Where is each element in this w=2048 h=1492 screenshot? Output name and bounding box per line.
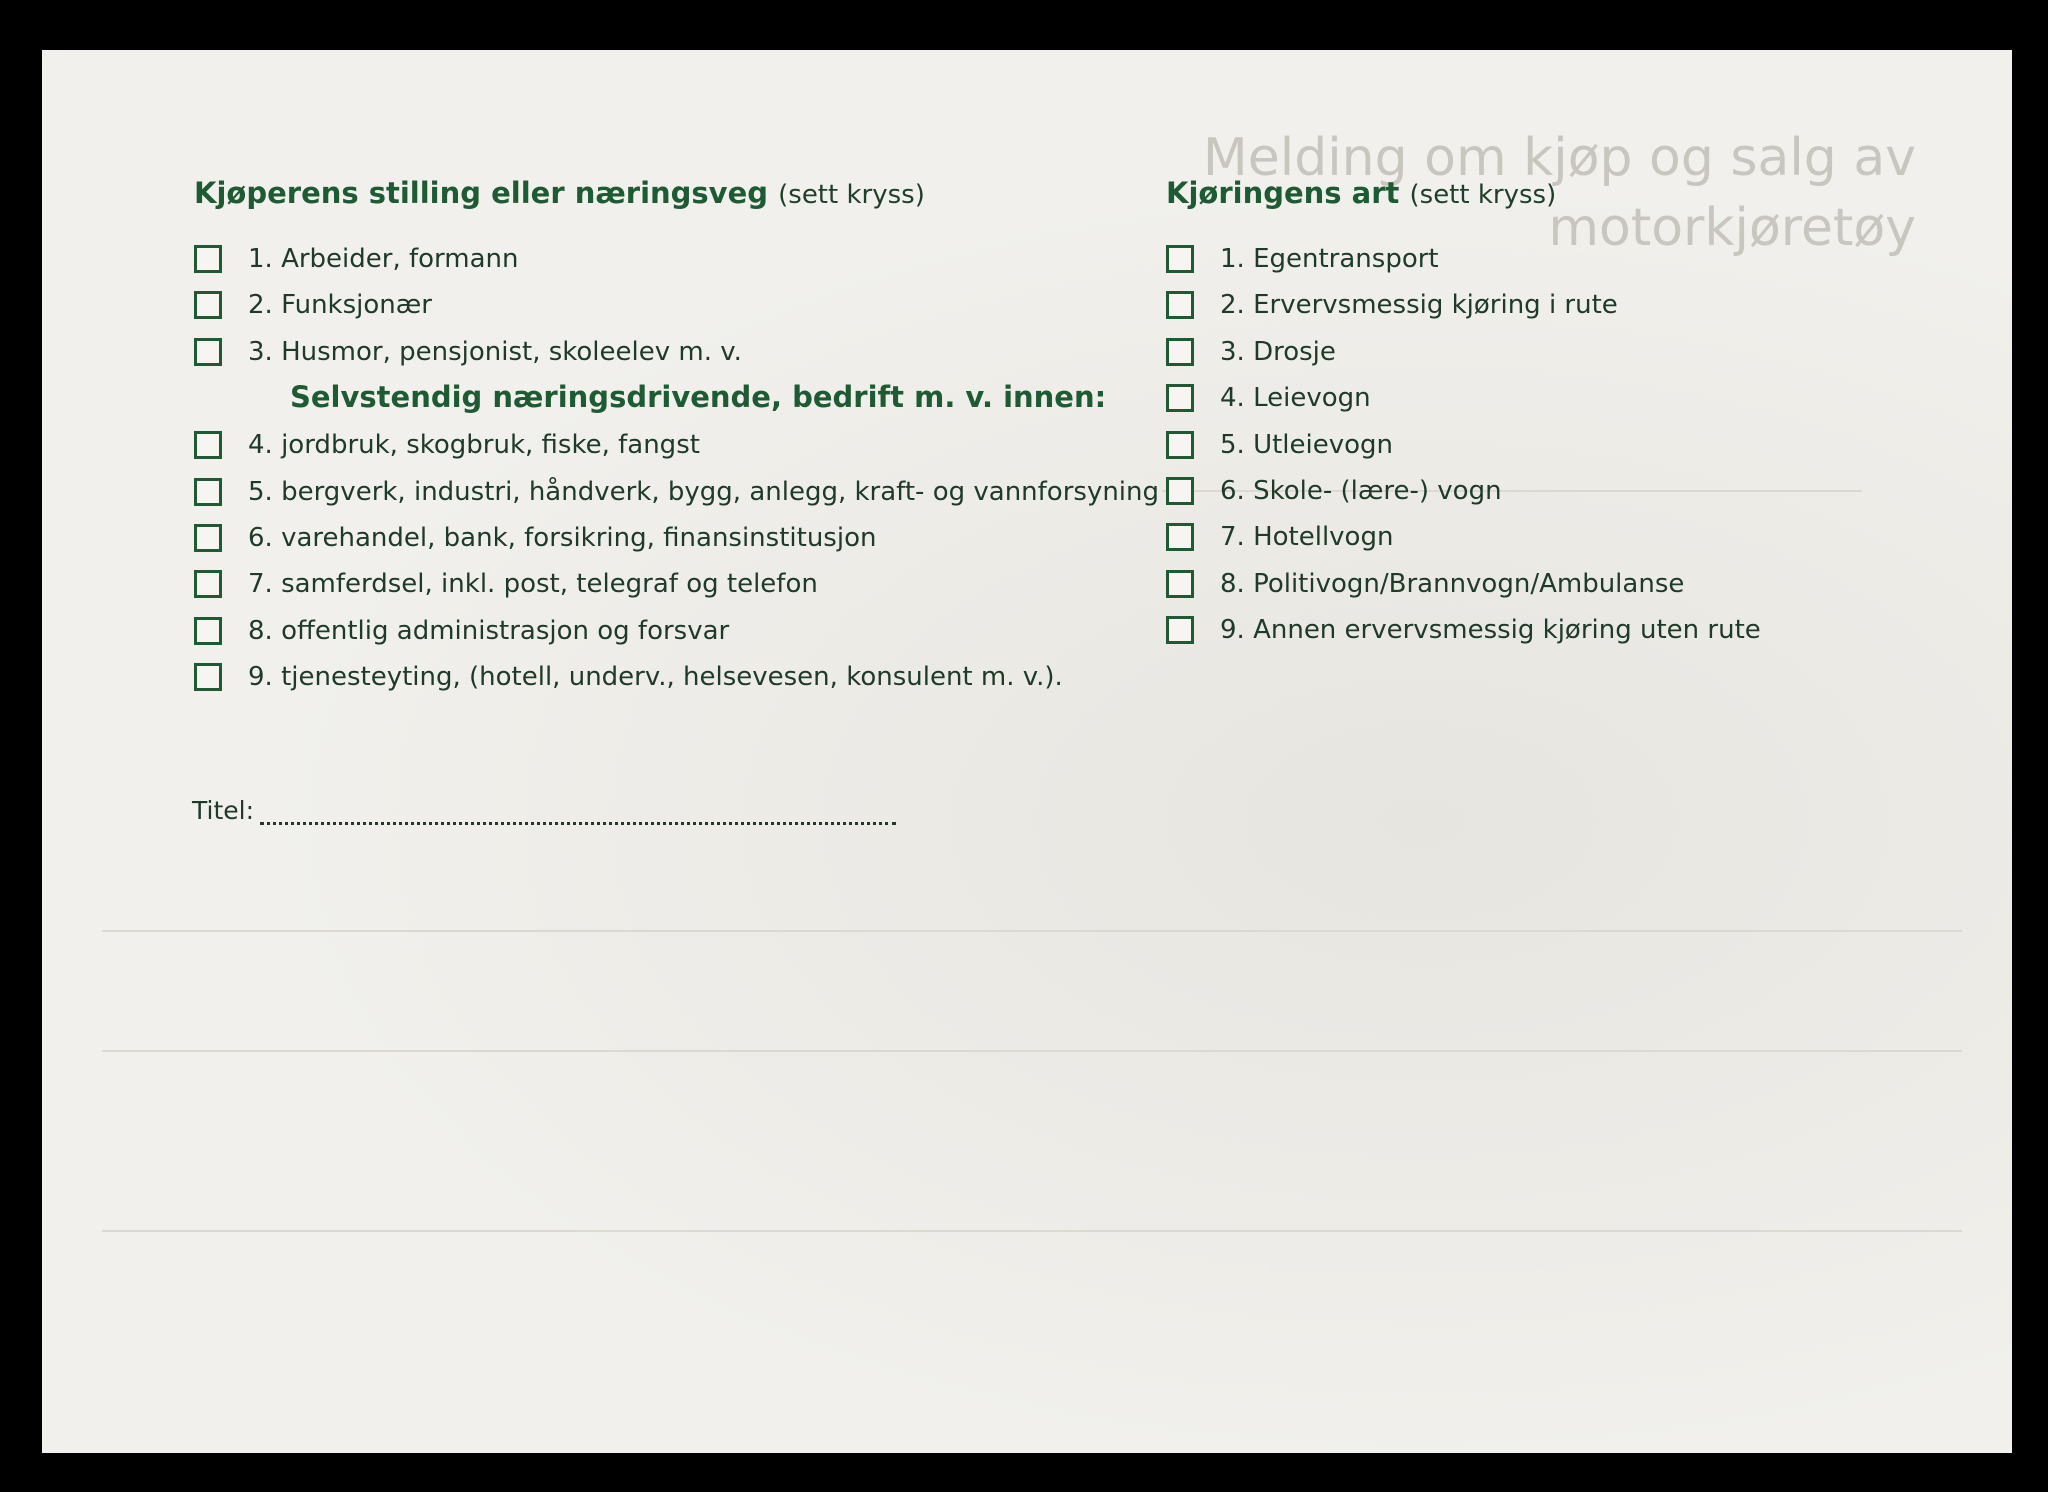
driving-label: 7. Hotellvogn [1220, 522, 1394, 552]
occupation-option-3[interactable] [194, 335, 742, 369]
occupation-label: 5. bergverk, industri, håndverk, bygg, anlegg, kraft- og vannforsyning [248, 477, 1160, 507]
occupation-option-9[interactable] [194, 660, 1063, 694]
buyer-occupation-title: Kjøperens stilling eller næringsveg [194, 176, 769, 210]
driving-checkbox[interactable] [1166, 477, 1194, 505]
driving-option-6[interactable] [1166, 474, 1502, 508]
driving-label: 6. Skole- (lære-) vogn [1220, 476, 1502, 506]
occupation-checkbox[interactable] [194, 291, 222, 319]
driving-label: 4. Leievogn [1220, 383, 1371, 413]
bleed-through-rule [102, 1230, 1962, 1232]
title-label: Titel: [192, 796, 254, 825]
driving-option-4[interactable] [1166, 381, 1371, 415]
bleed-through-rule [102, 930, 1962, 932]
occupation-checkbox[interactable] [194, 431, 222, 459]
occupation-label: 8. offentlig administrasjon og forsvar [248, 616, 730, 646]
occupation-option-7[interactable] [194, 567, 818, 601]
driving-option-7[interactable] [1166, 520, 1393, 554]
bleed-through-subtitle: motorkjøretøy [1548, 198, 1916, 258]
occupation-checkbox[interactable] [194, 478, 222, 506]
driving-checkbox[interactable] [1166, 291, 1194, 319]
driving-label: 9. Annen ervervsmessig kjøring uten rute [1220, 615, 1761, 645]
title-input-line[interactable] [260, 802, 896, 825]
bleed-through-title: Melding om kjøp og salg av [1202, 128, 1916, 188]
driving-label: 5. Utleievogn [1220, 430, 1394, 460]
occupation-option-8[interactable] [194, 614, 729, 648]
occupation-option-1[interactable] [194, 242, 519, 276]
driving-checkbox[interactable] [1166, 338, 1194, 366]
occupation-checkbox[interactable] [194, 617, 222, 645]
bleed-through-rule [102, 1050, 1962, 1052]
occupation-checkbox[interactable] [194, 663, 222, 691]
form-card [42, 50, 2012, 1453]
driving-type-hint: (sett kryss) [1409, 180, 1557, 210]
driving-option-1[interactable] [1166, 242, 1439, 276]
driving-option-8[interactable] [1166, 567, 1684, 601]
buyer-occupation-hint: (sett kryss) [778, 180, 925, 210]
title-field[interactable] [192, 796, 896, 825]
occupation-label: 2. Funksjonær [248, 290, 432, 320]
occupation-option-6[interactable] [194, 521, 876, 555]
driving-option-5[interactable] [1166, 428, 1393, 462]
driving-label: 1. Egentransport [1220, 244, 1439, 274]
occupation-checkbox[interactable] [194, 524, 222, 552]
driving-option-9[interactable] [1166, 613, 1761, 647]
occupation-checkbox[interactable] [194, 570, 222, 598]
occupation-label: 7. samferdsel, inkl. post, telegraf og telefon [248, 569, 818, 599]
occupation-checkbox[interactable] [194, 245, 222, 273]
occupation-label: 6. varehandel, bank, forsikring, finansinstitusjon [248, 523, 877, 553]
self-employed-subheading: Selvstendig næringsdrivende, bedrift m. v. innen: [290, 380, 1107, 414]
driving-label: 8. Politivogn/Brannvogn/Ambulanse [1220, 569, 1685, 599]
buyer-occupation-heading [194, 176, 925, 210]
occupation-option-5[interactable] [194, 475, 1159, 509]
driving-type-title: Kjøringens art [1166, 176, 1400, 210]
occupation-checkbox[interactable] [194, 338, 222, 366]
driving-label: 2. Ervervsmessig kjøring i rute [1220, 290, 1618, 320]
occupation-label: 3. Husmor, pensjonist, skoleelev m. v. [248, 337, 742, 367]
driving-checkbox[interactable] [1166, 616, 1194, 644]
occupation-option-4[interactable] [194, 428, 700, 462]
driving-label: 3. Drosje [1220, 337, 1336, 367]
driving-type-heading [1166, 176, 1556, 210]
driving-checkbox[interactable] [1166, 384, 1194, 412]
driving-checkbox[interactable] [1166, 431, 1194, 459]
occupation-option-2[interactable] [194, 288, 432, 322]
driving-option-3[interactable] [1166, 335, 1336, 369]
driving-checkbox[interactable] [1166, 523, 1194, 551]
driving-checkbox[interactable] [1166, 245, 1194, 273]
occupation-label: 4. jordbruk, skogbruk, fiske, fangst [248, 430, 700, 460]
driving-checkbox[interactable] [1166, 570, 1194, 598]
occupation-label: 9. tjenesteyting, (hotell, underv., helsevesen, konsulent m. v.). [248, 662, 1063, 692]
driving-option-2[interactable] [1166, 288, 1618, 322]
occupation-label: 1. Arbeider, formann [248, 244, 519, 274]
